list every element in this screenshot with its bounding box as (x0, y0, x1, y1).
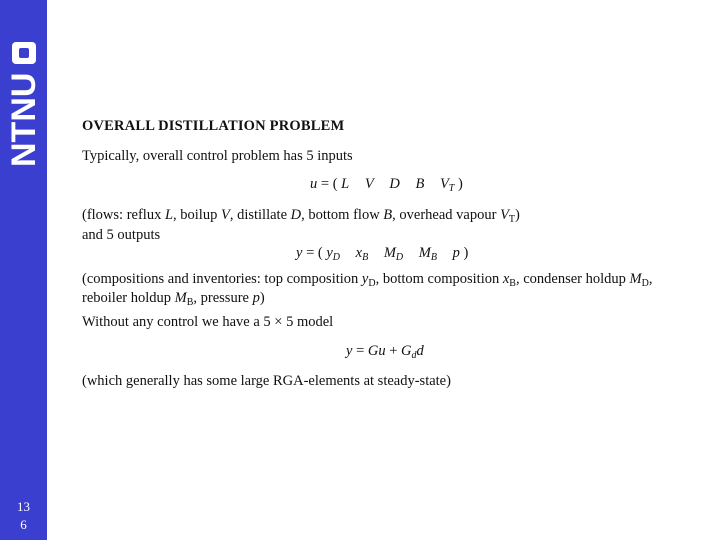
eq-open-paren: ( (317, 245, 323, 261)
symbol-VT: V (500, 207, 509, 223)
equation-outputs (296, 245, 468, 262)
text-outputs-intro: and 5 outputs (82, 227, 161, 243)
symbol-V: V (220, 207, 230, 223)
eq-item: M (383, 245, 396, 261)
eq-equals: = (320, 176, 330, 192)
eq-item: p (452, 245, 460, 261)
eq-d: d (416, 343, 424, 359)
eq-item: y (326, 245, 333, 261)
text-compositions (82, 271, 652, 288)
equation-inputs (310, 176, 463, 193)
eq-G: G (367, 343, 379, 359)
brand-text: NTNU (5, 72, 43, 167)
text-footer-note: (which generally has some large RGA-elements at steady-state) (82, 373, 451, 389)
text-fragment: , bottom composition (375, 271, 503, 287)
text-fragment: , condenser holdup (515, 271, 630, 287)
eq-item: L (341, 176, 350, 192)
eq-item: V (364, 176, 374, 192)
eq-item: D (389, 176, 400, 192)
eq-subscript: D (332, 252, 341, 263)
eq-plus: + (389, 343, 398, 359)
text-fragment: , boilup (173, 207, 221, 223)
slide-number-line1: 13 (17, 499, 30, 514)
symbol-yD: y (361, 271, 369, 287)
equation-model (346, 343, 424, 360)
text-fragment: , pressure (193, 290, 253, 306)
text-fragment: , bottom flow (301, 207, 384, 223)
text-fragment: , overhead vapour (392, 207, 501, 223)
text-flows (82, 207, 520, 224)
symbol-D: D (290, 207, 302, 223)
eq-open-paren: ( (332, 176, 338, 192)
text-fragment: , distillate (229, 207, 291, 223)
text-model: Without any control we have a 5 × 5 model (82, 314, 334, 330)
eq-subscript: d (411, 350, 417, 361)
sidebar (0, 0, 47, 540)
text-fragment: (compositions and inventories: top composition (82, 271, 362, 287)
eq-item-subscript: T (448, 183, 455, 194)
symbol-MD: M (629, 271, 642, 287)
symbol-subscript: B (509, 278, 516, 289)
slide-title: OVERALL DISTILLATION PROBLEM (82, 118, 345, 134)
symbol-subscript: D (368, 278, 376, 289)
text-fragment: , (648, 271, 653, 287)
symbol-subscript: D (641, 278, 649, 289)
text-fragment: ) (515, 207, 520, 223)
eq-subscript: B (430, 252, 437, 263)
eq-item: x (355, 245, 363, 261)
eq-subscript: B (362, 252, 369, 263)
eq-item: V (439, 176, 449, 192)
eq-lhs: u (310, 176, 318, 192)
eq-lhs: y (346, 343, 353, 359)
symbol-subscript: T (508, 214, 516, 225)
eq-subscript: D (395, 252, 404, 263)
text-inputs-intro: Typically, overall control problem has 5 inputs (82, 148, 353, 164)
text-fragment: reboiler holdup (82, 290, 175, 306)
symbol-xB: x (502, 271, 510, 287)
eq-equals: = (356, 343, 365, 359)
symbol-p: p (252, 290, 260, 306)
text-fragment: ) (259, 290, 265, 306)
eq-u: u (378, 343, 386, 359)
text-compositions-cont (82, 290, 265, 307)
slide-number-line2: 6 (20, 517, 27, 532)
symbol-B: B (383, 207, 393, 223)
ntnu-logo-icon (5, 40, 43, 170)
eq-Gd: G (401, 343, 412, 359)
text-fragment: (flows: reflux (82, 207, 165, 223)
symbol-L: L (164, 207, 174, 223)
eq-close-paren: ) (457, 176, 463, 192)
symbol-MB: M (174, 290, 187, 306)
eq-close-paren: ) (463, 245, 469, 261)
symbol-subscript: B (186, 297, 194, 308)
eq-item: M (418, 245, 431, 261)
eq-item: B (415, 176, 425, 192)
eq-lhs: y (296, 245, 303, 261)
eq-equals: = (306, 245, 315, 261)
